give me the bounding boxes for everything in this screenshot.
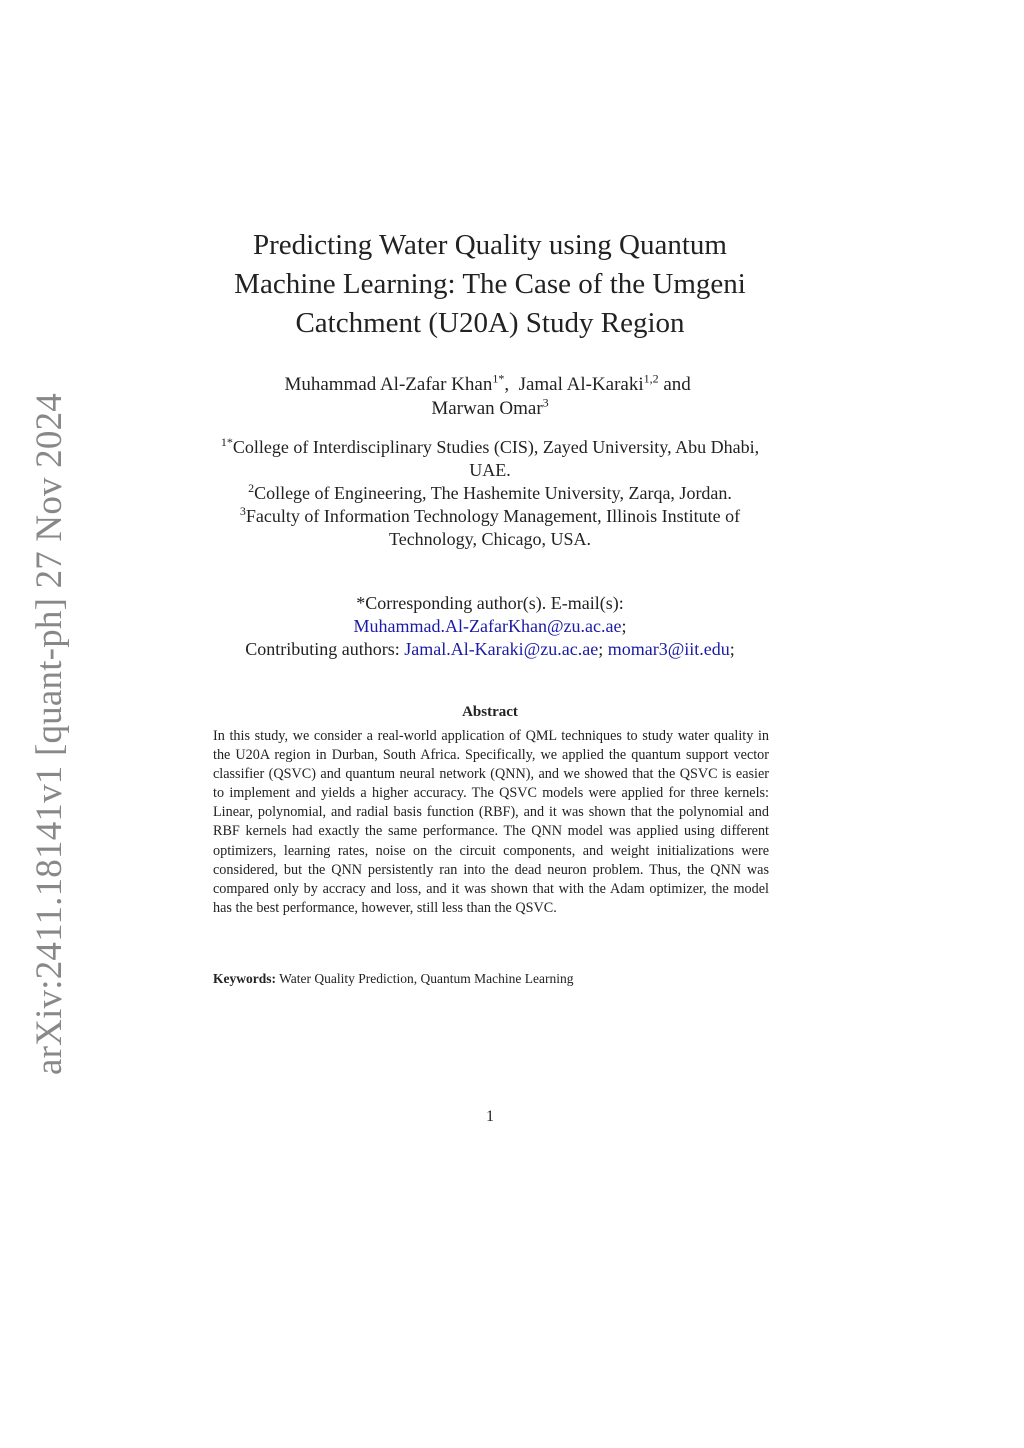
abstract-heading: Abstract <box>462 704 518 720</box>
punctuation: ; <box>598 639 608 659</box>
contributing-authors-line <box>200 638 780 661</box>
contributing-authors-label: Contributing authors: <box>245 639 405 659</box>
author-list <box>200 373 780 421</box>
keywords-line <box>213 970 769 988</box>
affiliation-text: Faculty of Information Technology Management, Illinois Institute of Technology, Chicago, USA. <box>245 506 741 549</box>
affiliation <box>200 505 780 551</box>
author-separator: , <box>504 374 519 395</box>
paper-title: Predicting Water Quality using Quantum Machine Learning: The Case of the Umgeni Catchment (U20A) Study Region <box>234 229 746 339</box>
author-conjunction: and <box>658 374 696 395</box>
keywords-text: Water Quality Prediction, Quantum Machine Learning <box>276 971 574 986</box>
punctuation: ; <box>729 639 735 659</box>
author-affiliation-mark: 1* <box>492 371 505 386</box>
arxiv-identifier-stamp: arXiv:2411.18141v1 [quant-ph] 27 Nov 2024 <box>29 393 70 1075</box>
correspondence-block <box>200 592 780 661</box>
author-name: Marwan Omar <box>431 398 543 419</box>
author-name: Jamal Al-Karaki <box>518 374 644 395</box>
author-name: Muhammad Al-Zafar Khan <box>284 374 493 395</box>
author-affiliation-mark: 1,2 <box>643 371 659 386</box>
email-link[interactable]: Jamal.Al-Karaki@zu.ac.ae <box>404 639 599 659</box>
affiliation-text: College of Engineering, The Hashemite University, Zarqa, Jordan. <box>254 483 732 503</box>
affiliation-text: College of Interdisciplinary Studies (CIS), Zayed University, Abu Dhabi, UAE. <box>232 437 760 480</box>
keywords-label: Keywords: <box>213 971 276 986</box>
corresponding-email-line <box>200 615 780 638</box>
author-affiliation-mark: 3 <box>542 395 549 410</box>
email-link[interactable]: Muhammad.Al-ZafarKhan@zu.ac.ae <box>353 616 622 636</box>
affiliation-mark: 2 <box>248 481 255 495</box>
affiliation-mark: 3 <box>239 504 246 518</box>
affiliation <box>200 482 780 505</box>
email-link[interactable]: momar3@iit.edu <box>607 639 730 659</box>
abstract-body: In this study, we consider a real-world application of QML techniques to study water quality in the U20A region in Durban, South Africa. Specifically, we applied the quantum support vector classifier (QSVC) and quantum neural network (QNN), and we showed that the QSVC is easier to implement and yields a higher accuracy. The QSVC models were applied for three kernels: Linear, polynomial, and radial basis function (RBF), and it was shown that the polynomial and RBF kernels had exactly the same performance. The QNN model was applied using different optimizers, learning rates, noise on the circuit components, and weight initializations were considered, but the QNN persistently ran into the dead neuron problem. Thus, the QNN was compared only by accracy and loss, and it was shown that with the Adam optimizer, the model has the best performance, however, still less than the QSVC. <box>213 728 769 916</box>
page-number: 1 <box>486 1108 494 1125</box>
punctuation: ; <box>621 616 627 636</box>
affiliation <box>200 436 780 482</box>
corresponding-author-line: *Corresponding author(s). E-mail(s): <box>356 593 624 613</box>
affiliation-mark: 1* <box>220 435 233 449</box>
